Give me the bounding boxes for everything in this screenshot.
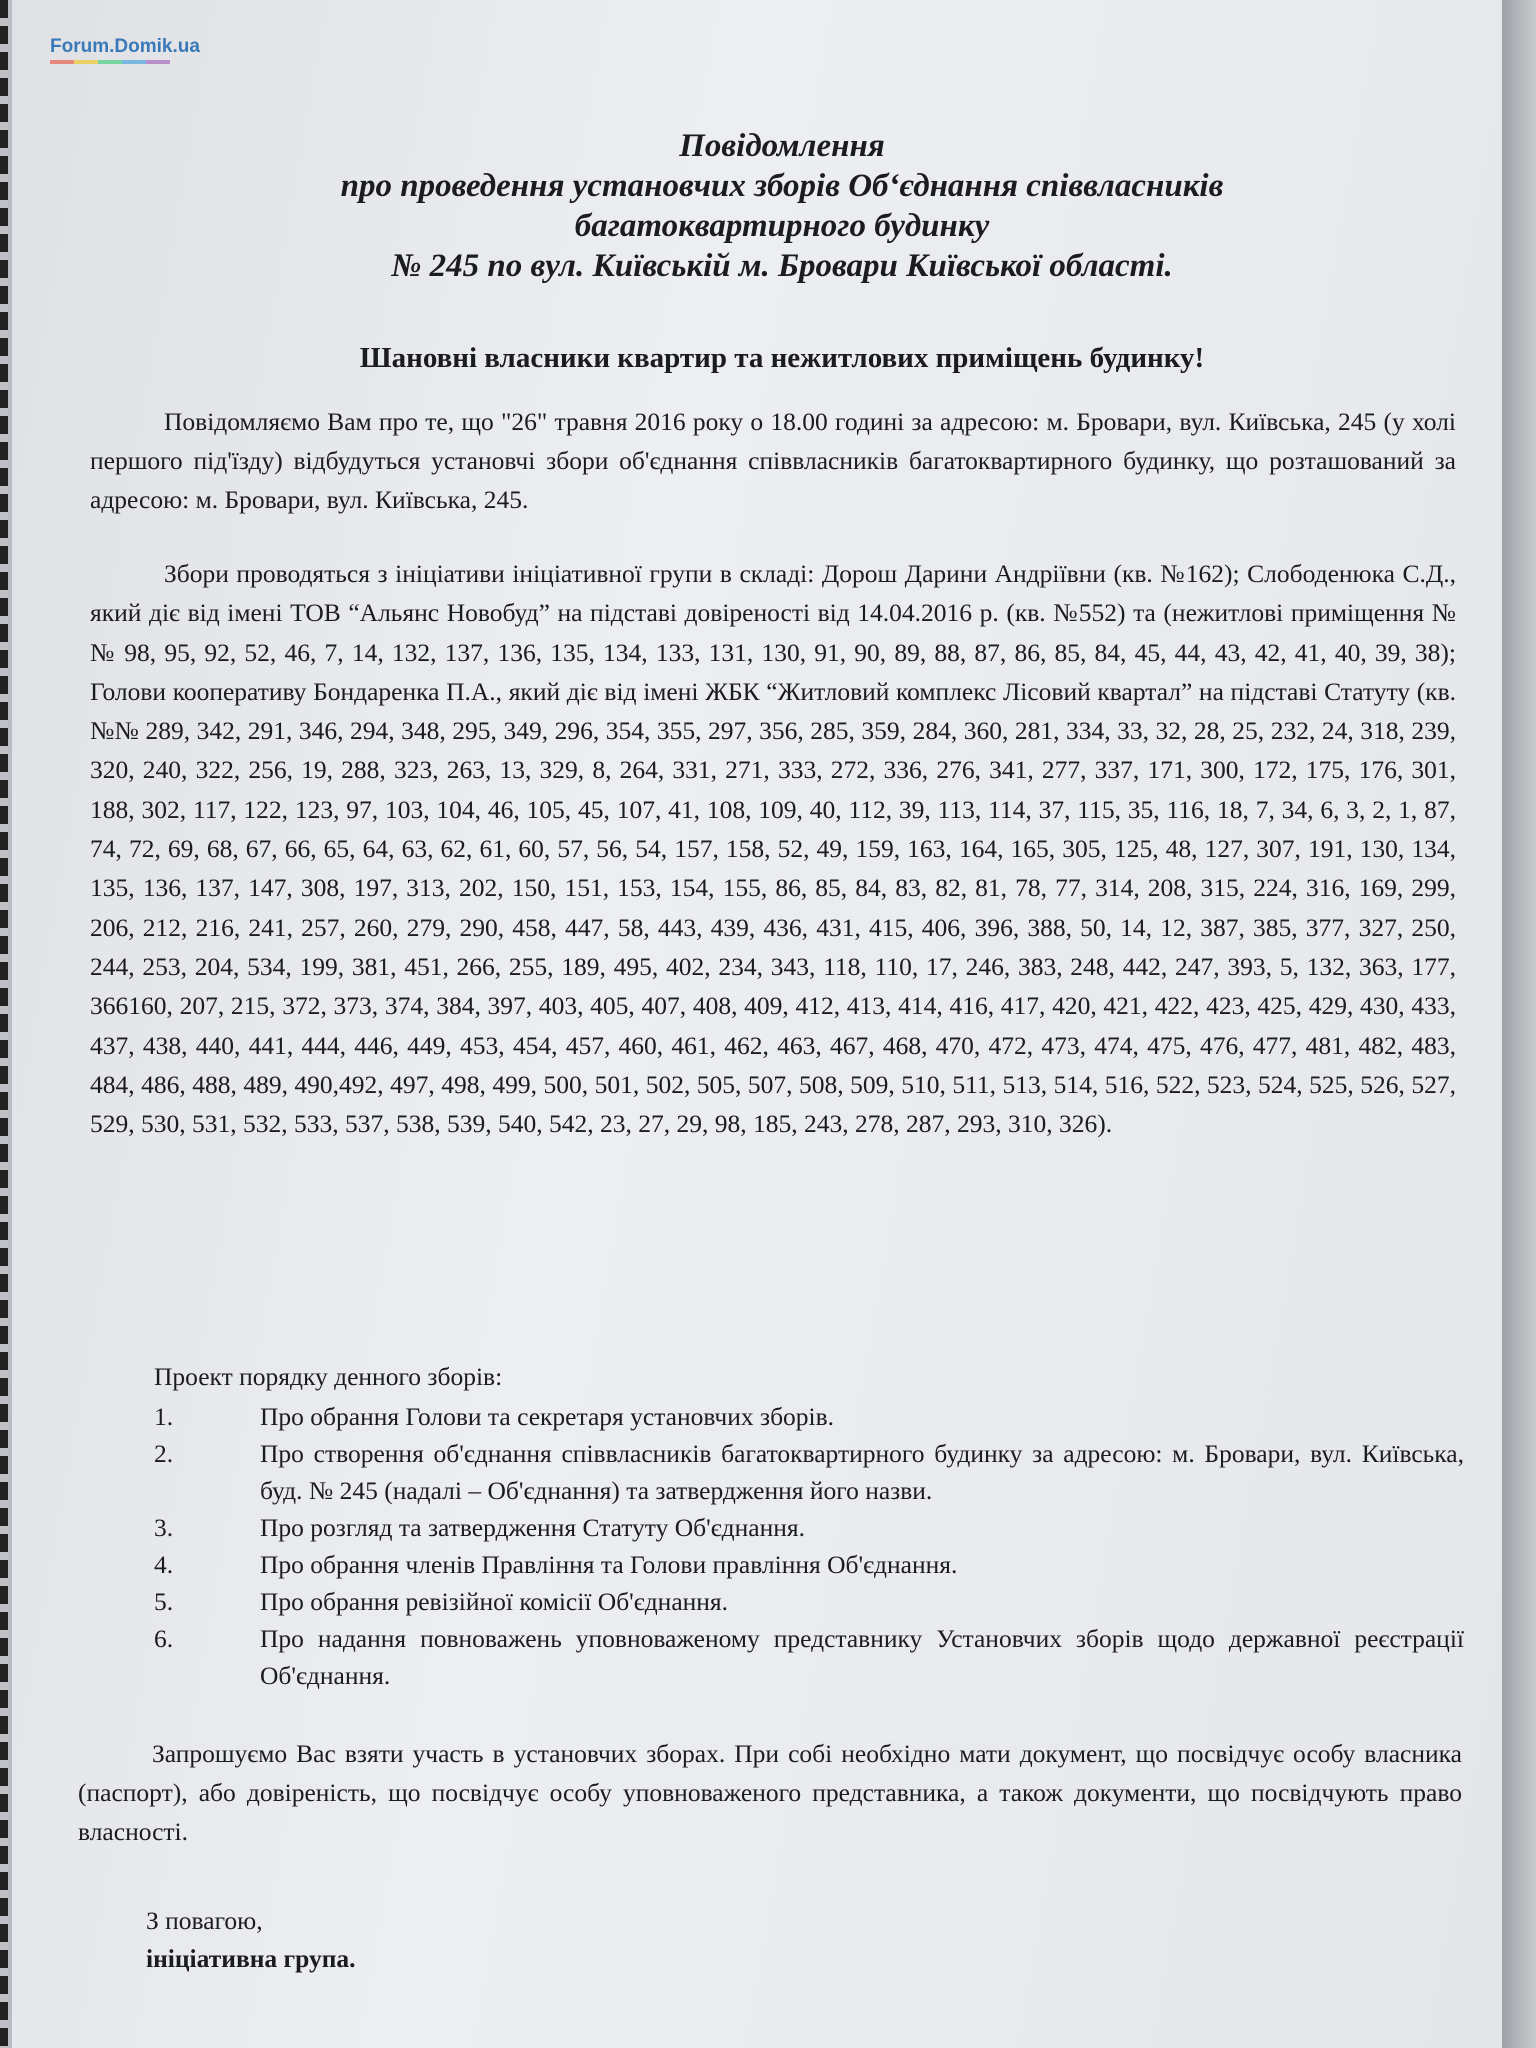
document-title (162, 126, 1402, 286)
title-line-4: № 245 по вул. Київській м. Бровари Київської області. (391, 248, 1173, 284)
agenda-item-text: Про розгляд та затвердження Статуту Об'єднання. (260, 1513, 805, 1542)
agenda-item-number: 4. (154, 1550, 174, 1579)
document-page (12, 0, 1502, 2048)
watermark-logo (50, 36, 200, 64)
agenda-item-text: Про надання повноважень уповноваженому представнику Установчих зборів щодо державної реєстрації Об'єднання. (260, 1624, 1464, 1690)
agenda-item-number: 2. (154, 1439, 174, 1468)
agenda-item (154, 1435, 1464, 1509)
agenda-list (154, 1398, 1464, 1694)
agenda-item-number: 5. (154, 1587, 174, 1616)
paragraph-initiative-group: Збори проводяться з ініціативи ініціативної групи в складі: Дорош Дарини Андріївни (кв. №162); Слободенюка С.Д., який діє від імені ТОВ “Альянс Новобуд” на підставі довіреності від 14.04.2016 р. (кв. №552) та (нежитлові приміщення №№ 98, 95, 92, 52, 46, 7, 14, 132, 137, 136, 135, 134, 133, 131, 130, 91, 90, 89, 88, 87, 86, 85, 84, 45, 44, 43, 42, 41, 40, 39, 38); Голови кооперативу Бондаренка П.А., який діє від імені ЖБК “Житловий комплекс Лісовий квартал” на підставі Статуту (кв. №№ 289, 342, 291, 346, 294, 348, 295, 349, 296, 354, 355, 297, 356, 285, 359, 284, 360, 281, 334, 33, 32, 28, 25, 232, 24, 318, 239, 320, 240, 322, 256, 19, 288, 323, 263, 13, 329, 8, 264, 331, 271, 333, 272, 336, 276, 341, 277, 337, 171, 300, 172, 175, 176, 301, 188, 302, 117, 122, 123, 97, 103, 104, 46, 105, 45, 107, 41, 108, 109, 40, 112, 39, 113, 114, 37, 115, 35, 116, 18, 7, 34, 6, 3, 2, 1, 87, 74, 72, 69, 68, 67, 66, 65, 64, 63, 62, 61, 60, 57, 56, 54, 157, 158, 52, 49, 159, 163, 164, 165, 305, 125, 48, 127, 307, 191, 130, 134, 135, 136, 137, 147, 308, 197, 313, 202, 150, 151, 153, 154, 155, 86, 85, 84, 83, 82, 81, 78, 77, 314, 208, 315, 224, 316, 169, 299, 206, 212, 216, 241, 257, 260, 279, 290, 458, 447, 58, 443, 439, 436, 431, 415, 406, 396, 388, 50, 14, 12, 387, 385, 377, 327, 250, 244, 253, 204, 534, 199, 381, 451, 266, 255, 189, 495, 402, 234, 343, 118, 110, 17, 246, 383, 248, 442, 247, 393, 5, 132, 363, 177, 366160, 207, 215, 372, 373, 374, 384, 397, 403, 405, 407, 408, 409, 412, 413, 414, 416, 417, 420, 421, 422, 423, 425, 429, 430, 433, 437, 438, 440, 441, 444, 446, 449, 453, 454, 457, 460, 461, 462, 463, 467, 468, 470, 472, 473, 474, 475, 476, 477, 481, 482, 483, 484, 486, 488, 489, 490,492, 497, 498, 499, 500, 501, 502, 505, 507, 508, 509, 510, 511, 513, 514, 516, 522, 523, 524, 525, 526, 527, 529, 530, 531, 532, 533, 537, 538, 539, 540, 542, 23, 27, 29, 98, 185, 243, 278, 287, 293, 310, 326). (90, 559, 1456, 1139)
agenda-item-text: Про створення об'єднання співвласників багатоквартирного будинку за адресою: м. Бровари, вул. Київська, буд. № 245 (надалі – Об'єднання) та затвердження його назви. (260, 1439, 1464, 1505)
agenda-item-text: Про обрання ревізійної комісії Об'єднання. (260, 1587, 729, 1616)
watermark-dots (50, 60, 170, 64)
agenda-item (154, 1583, 1464, 1620)
agenda-item (154, 1398, 1464, 1435)
agenda-item-number: 3. (154, 1513, 174, 1542)
greeting: Шановні власники квартир та нежитлових приміщень будинку! (359, 342, 1205, 374)
closing (146, 1902, 356, 1978)
title-line-3: багатоквартирного будинку (574, 208, 990, 244)
binder-edge (0, 0, 8, 2048)
agenda-title: Проект порядку денного зборів: (154, 1362, 503, 1391)
closing-regards: З повагою, (146, 1906, 263, 1935)
agenda-item (154, 1620, 1464, 1694)
watermark-text: Forum.Domik.ua (50, 36, 200, 57)
paragraph-announcement: Повідомляємо Вам про те, що "26" травня 2016 року о 18.00 годині за адресою: м. Бровари, вул. Київська, 245 (у холі першого під'їзду) відбудуться установчі збори об'єднання співвласників багатоквартирного будинку, що розташований за адресою: м. Бровари, вул. Київська, 245. (90, 407, 1456, 514)
page-edge-shadow (1502, 0, 1536, 2048)
title-line-2: про проведення установчих зборів Об‘єднання співвласників (340, 168, 1224, 204)
agenda-item-text: Про обрання Голови та секретаря установчих зборів. (260, 1402, 835, 1431)
agenda-item-number: 1. (154, 1402, 174, 1431)
title-line-1: Повідомлення (679, 128, 885, 164)
agenda-item (154, 1546, 1464, 1583)
closing-signature: ініціативна група. (146, 1944, 356, 1973)
agenda-item (154, 1509, 1464, 1546)
agenda-item-number: 6. (154, 1624, 174, 1653)
paragraph-invitation: Запрошуємо Вас взяти участь в установчих зборах. При собі необхідно мати документ, що посвідчує особу власника (паспорт), або довіреність, що посвідчує особу уповноваженого представника, а також документи, що посвідчують право власності. (78, 1739, 1462, 1846)
agenda-item-text: Про обрання членів Правління та Голови правління Об'єднання. (260, 1550, 958, 1579)
